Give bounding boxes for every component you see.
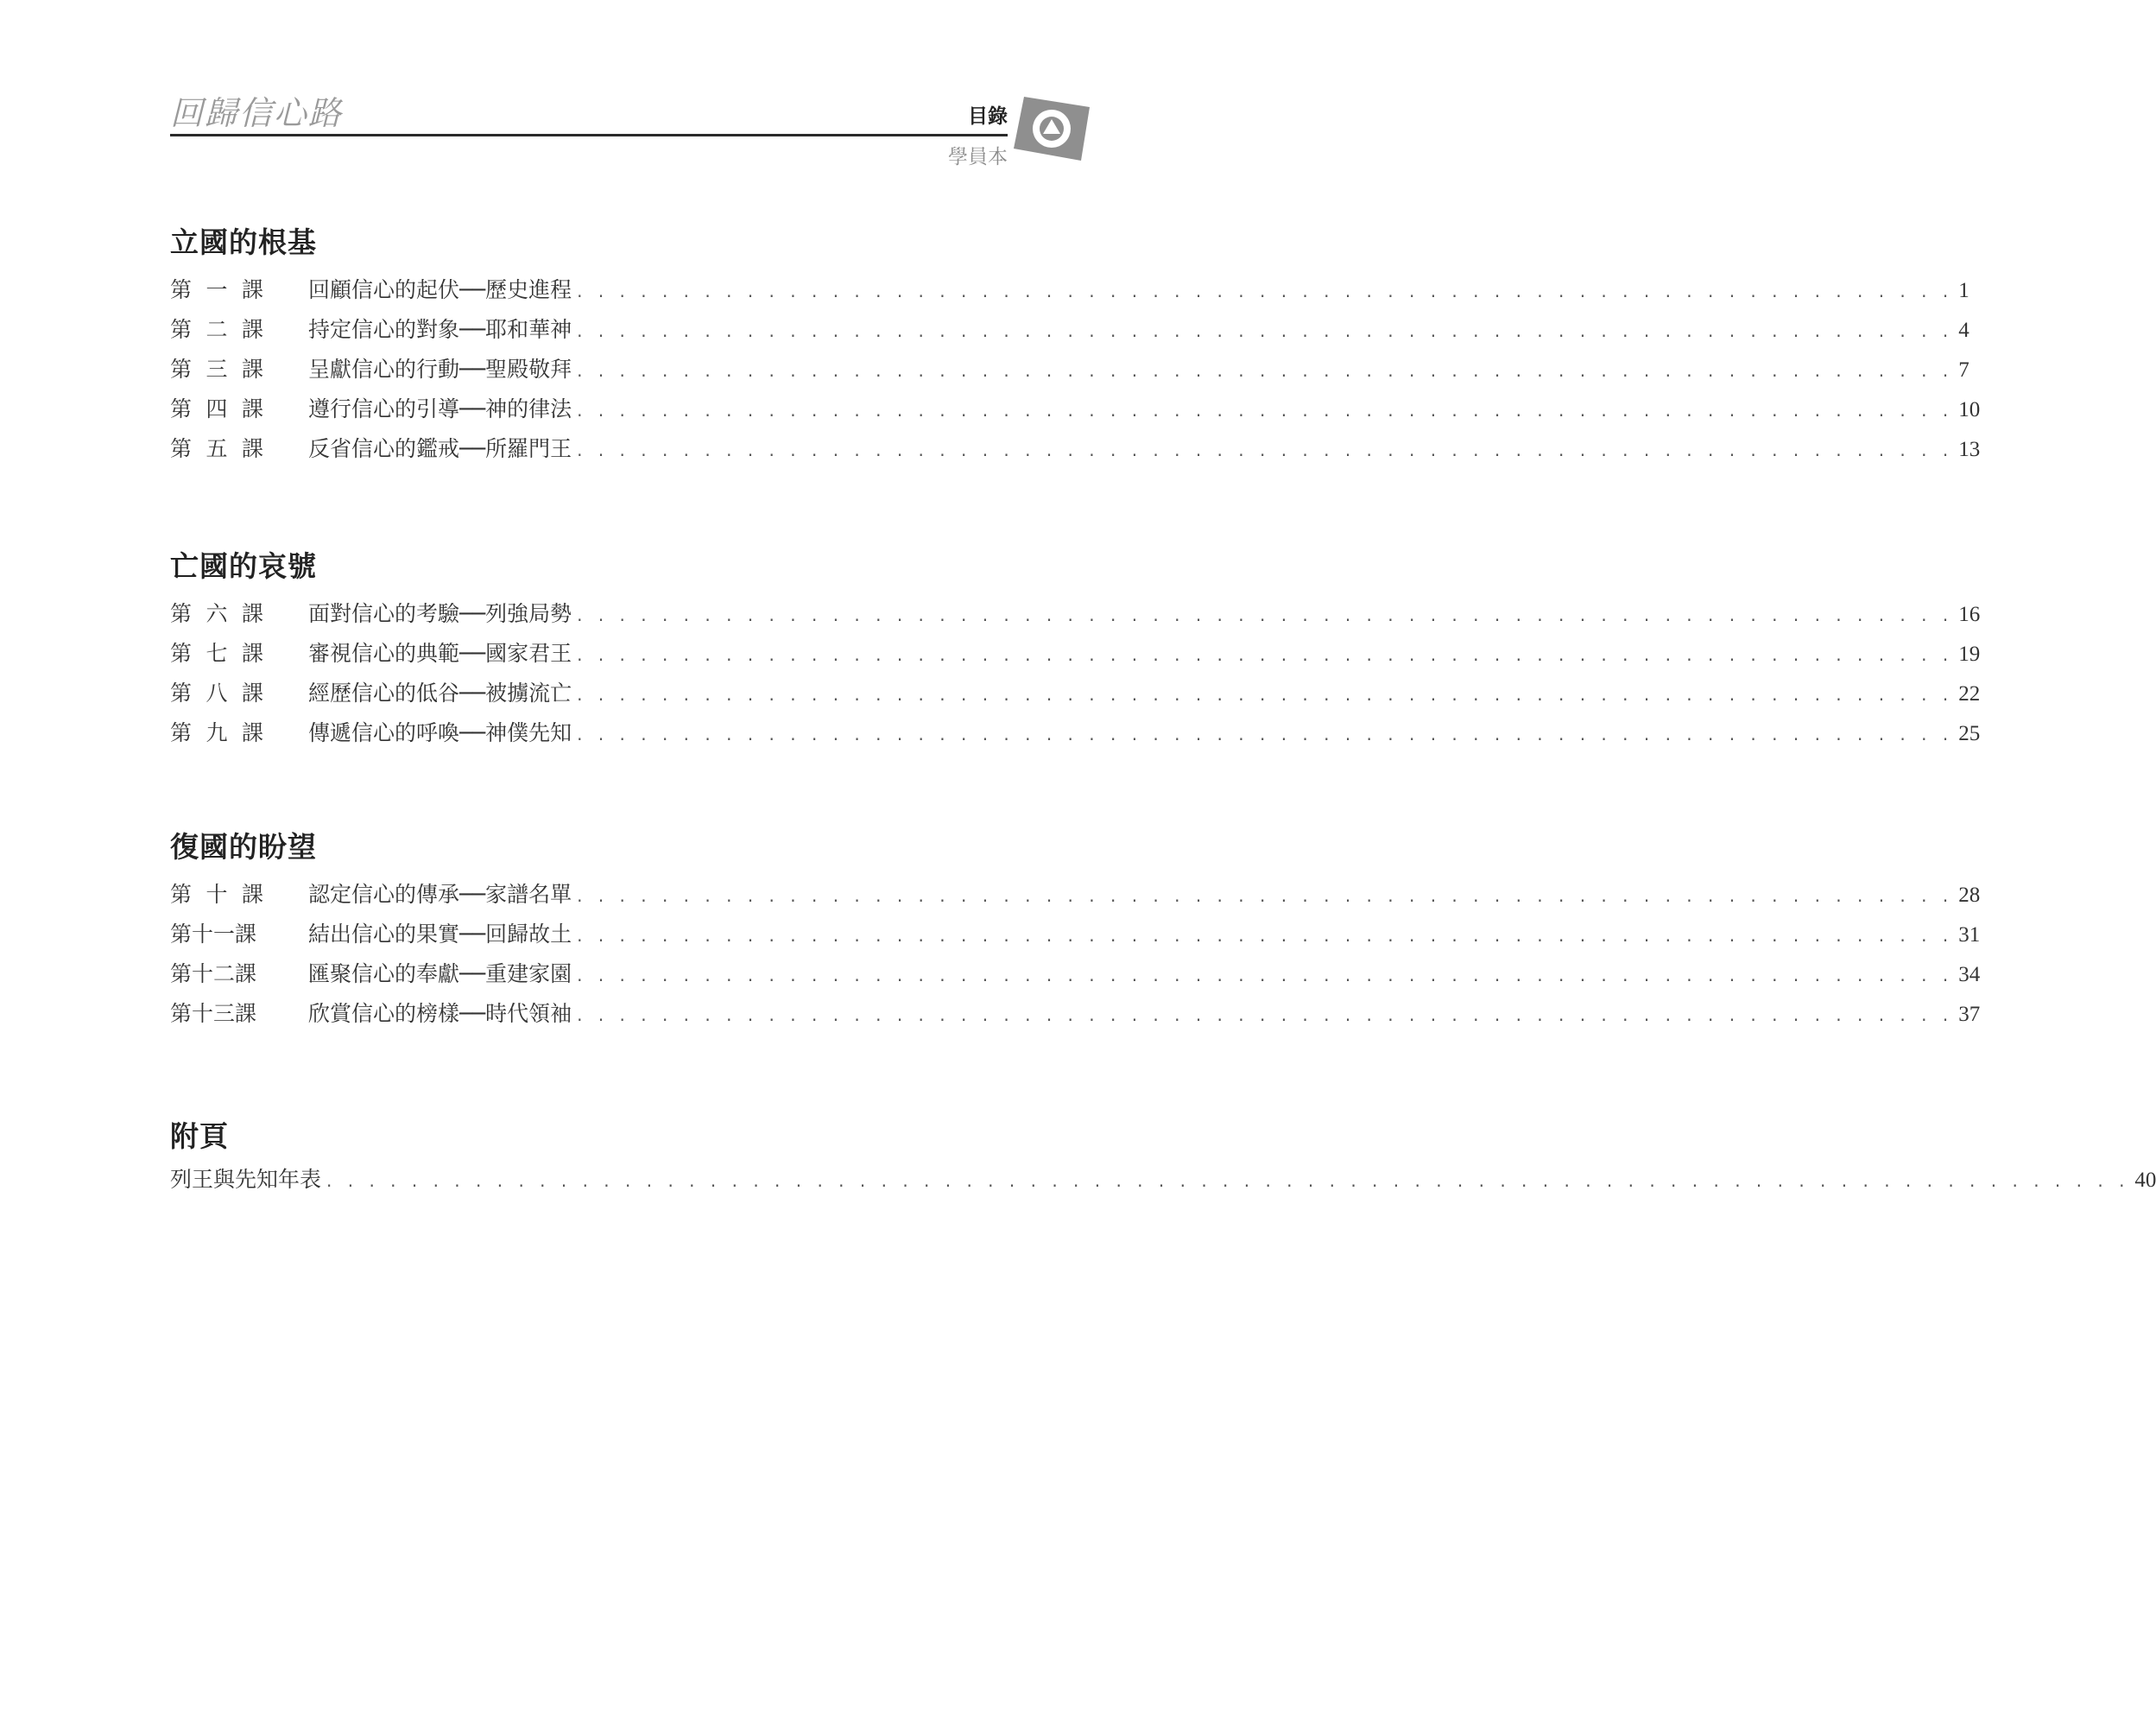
- page-number: 13: [1958, 438, 1981, 461]
- page-number: 1: [1958, 279, 1969, 302]
- page-number: 25: [1958, 722, 1981, 745]
- lesson-number: 第 六 課: [170, 601, 263, 626]
- toc-entry[interactable]: [170, 637, 1981, 668]
- lesson-title: 持定信心的對象──耶和華神: [308, 317, 572, 342]
- lesson-number: 第 九 課: [170, 720, 263, 745]
- toc-entry-appendix[interactable]: [170, 1162, 2156, 1194]
- page-number: 16: [1958, 603, 1981, 626]
- toc-entry[interactable]: [170, 313, 1969, 344]
- lesson-title: 遵行信心的引導──神的律法: [308, 396, 572, 421]
- lesson-title: 匯聚信心的奉獻──重建家園: [308, 961, 572, 986]
- header-divider: [170, 134, 1008, 136]
- page-number: 28: [1958, 884, 1981, 907]
- lesson-number: 第十二課: [170, 961, 257, 986]
- page-number: 19: [1958, 643, 1981, 666]
- lesson-title: 反省信心的鑑戒──所羅門王: [308, 436, 572, 461]
- page-number: 22: [1958, 682, 1981, 706]
- toc-entry[interactable]: [170, 716, 1981, 747]
- appendix-heading: 附頁: [170, 1119, 229, 1153]
- page-number: 4: [1958, 319, 1969, 342]
- page-number: 34: [1958, 963, 1981, 986]
- dot-leader: . . . . . . . . . . . . . . . . . . . . . . . . . . . . . . . . . . . . . . . . . . . . . . . . . . . . . . . . . . . . . . . . .: [577, 724, 1954, 744]
- dot-leader: . . . . . . . . . . . . . . . . . . . . . . . . . . . . . . . . . . . . . . . . . . . . . . . . . . . . . . . . . . . . . . . . .: [577, 320, 1954, 341]
- lesson-number: 第十一課: [170, 922, 257, 947]
- toc-entry[interactable]: [170, 997, 1981, 1028]
- page-number: 10: [1958, 398, 1981, 421]
- toc-entry[interactable]: [170, 957, 1981, 988]
- page-number: 40: [2134, 1169, 2156, 1192]
- section-heading: 亡國的哀號: [170, 549, 317, 583]
- lesson-title: 回顧信心的起伏──歷史進程: [308, 277, 572, 302]
- lesson-title: 欣賞信心的榜樣──時代領袖: [308, 1001, 572, 1026]
- toc-entry[interactable]: [170, 392, 1981, 423]
- dot-leader: . . . . . . . . . . . . . . . . . . . . . . . . . . . . . . . . . . . . . . . . . . . . . . . . . . . . . . . . . . . . . . . . .: [577, 644, 1954, 665]
- lesson-title: 傳遞信心的呼喚──神僕先知: [308, 720, 572, 745]
- dot-leader: . . . . . . . . . . . . . . . . . . . . . . . . . . . . . . . . . . . . . . . . . . . . . . . . . . . . . . . . . . . . . . . . .: [577, 440, 1954, 460]
- dot-leader: . . . . . . . . . . . . . . . . . . . . . . . . . . . . . . . . . . . . . . . . . . . . . . . . . . . . . . . . . . . . . . . . . . . . . . . . . . . . . . . . . . . . .: [326, 1170, 2130, 1191]
- lesson-number: 第 八 課: [170, 681, 263, 706]
- section-label: 目錄: [968, 105, 1008, 128]
- toc-entry[interactable]: [170, 597, 1981, 628]
- lesson-title: 呈獻信心的行動──聖殿敬拜: [308, 357, 572, 382]
- lesson-number: 第 四 課: [170, 396, 263, 421]
- circle-triangle-logo-icon: [1012, 93, 1091, 162]
- lesson-number: 第 七 課: [170, 641, 263, 666]
- toc-entry[interactable]: [170, 917, 1981, 948]
- toc-entry[interactable]: [170, 352, 1969, 383]
- dot-leader: . . . . . . . . . . . . . . . . . . . . . . . . . . . . . . . . . . . . . . . . . . . . . . . . . . . . . . . . . . . . . . . . .: [577, 684, 1954, 705]
- dot-leader: . . . . . . . . . . . . . . . . . . . . . . . . . . . . . . . . . . . . . . . . . . . . . . . . . . . . . . . . . . . . . . . . .: [577, 281, 1954, 301]
- toc-entry[interactable]: [170, 676, 1981, 707]
- lesson-title: 經歷信心的低谷──被擄流亡: [308, 681, 572, 706]
- dot-leader: . . . . . . . . . . . . . . . . . . . . . . . . . . . . . . . . . . . . . . . . . . . . . . . . . . . . . . . . . . . . . . . . .: [577, 885, 1954, 906]
- dot-leader: . . . . . . . . . . . . . . . . . . . . . . . . . . . . . . . . . . . . . . . . . . . . . . . . . . . . . . . . . . . . . . . . .: [577, 965, 1954, 985]
- appendix-title: 列王與先知年表: [170, 1167, 322, 1192]
- dot-leader: . . . . . . . . . . . . . . . . . . . . . . . . . . . . . . . . . . . . . . . . . . . . . . . . . . . . . . . . . . . . . . . . .: [577, 605, 1954, 625]
- dot-leader: . . . . . . . . . . . . . . . . . . . . . . . . . . . . . . . . . . . . . . . . . . . . . . . . . . . . . . . . . . . . . . . . .: [577, 400, 1954, 421]
- section-heading: 復國的盼望: [170, 830, 317, 864]
- page-number: 37: [1958, 1003, 1981, 1026]
- lesson-title: 結出信心的果實──回歸故土: [308, 922, 572, 947]
- toc-entry[interactable]: [170, 432, 1981, 463]
- toc-entry[interactable]: [170, 273, 1969, 304]
- dot-leader: . . . . . . . . . . . . . . . . . . . . . . . . . . . . . . . . . . . . . . . . . . . . . . . . . . . . . . . . . . . . . . . . .: [577, 925, 1954, 946]
- lesson-title: 認定信心的傳承──家譜名單: [308, 882, 572, 907]
- lesson-number: 第 五 課: [170, 436, 263, 461]
- page-number: 7: [1958, 358, 1969, 382]
- lesson-number: 第 三 課: [170, 357, 263, 382]
- lesson-number: 第 十 課: [170, 882, 263, 907]
- page-number: 31: [1958, 923, 1981, 947]
- section-heading: 立國的根基: [170, 225, 317, 259]
- edition-label: 學員本: [948, 146, 1008, 168]
- lesson-number: 第 二 課: [170, 317, 263, 342]
- lesson-title: 審視信心的典範──國家君王: [308, 641, 572, 666]
- toc-entry[interactable]: [170, 877, 1981, 909]
- dot-leader: . . . . . . . . . . . . . . . . . . . . . . . . . . . . . . . . . . . . . . . . . . . . . . . . . . . . . . . . . . . . . . . . .: [577, 360, 1954, 381]
- dot-leader: . . . . . . . . . . . . . . . . . . . . . . . . . . . . . . . . . . . . . . . . . . . . . . . . . . . . . . . . . . . . . . . . .: [577, 1004, 1954, 1025]
- lesson-number: 第 一 課: [170, 277, 263, 302]
- lesson-title: 面對信心的考驗──列強局勢: [308, 601, 572, 626]
- book-title: 回歸信心路: [170, 94, 344, 132]
- lesson-number: 第十三課: [170, 1001, 257, 1026]
